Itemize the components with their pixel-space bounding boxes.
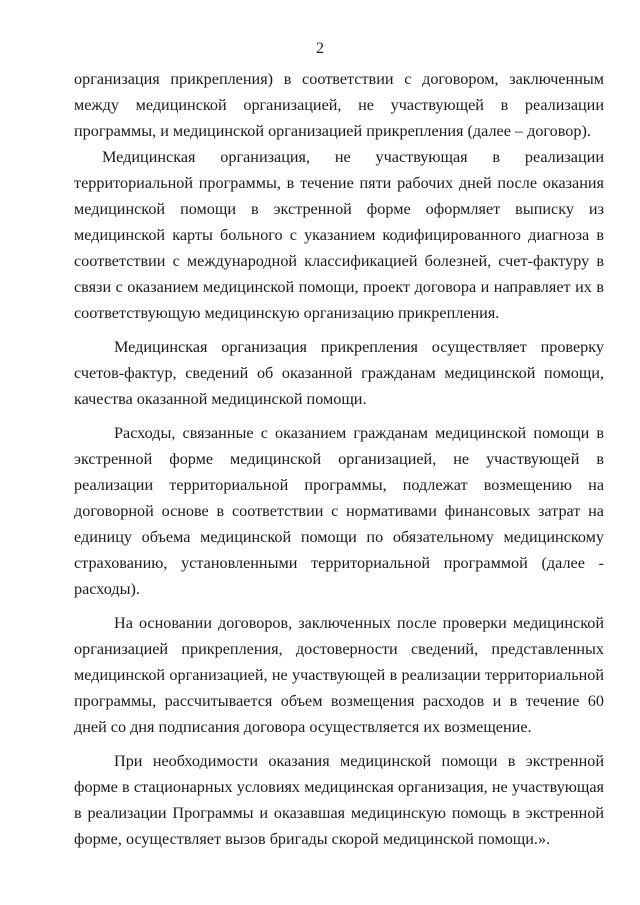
page-number: 2 <box>316 40 324 57</box>
paragraph-verification: Медицинская организация прикрепления осуществляет проверку счетов-фактур, сведений об оказанной гражданам медицинской помощи, качества оказанной медицинской помощи. <box>74 338 604 408</box>
paragraph-extract-procedure: Медицинская организация, не участвующая в реализации территориальной программы, в течение пяти рабочих дней после оказания медицинской помощи в экстренной форме оформляет выписку из медицинской карты больного с указанием кодифицированного диагноза в соответствии с международной классификацией болезней, счет-фактуру в связи с оказанием медицинской помощи, проект договора и направляет их в соответствующую медицинскую организацию прикрепления. <box>74 148 604 322</box>
document-body <box>74 66 604 852</box>
paragraph-reimbursement: На основании договоров, заключенных после проверки медицинской организацией прикрепления, достоверности сведений, представленных медицинской организацией, не участвующей в реализации территориальной программы, рассчитывается объем возмещения расходов и в течение 60 дней со дня подписания договора осуществляется их возмещение. <box>74 614 604 736</box>
paragraph-expenses: Расходы, связанные с оказанием гражданам медицинской помощи в экстренной форме медицинской организацией, не участвующей в реализации территориальной программы, подлежат возмещению на договорной основе в соответствии с нормативами финансовых затрат на единицу объема медицинской помощи по обязательному медицинскому страхованию, установленными территориальной программой (далее - расходы). <box>74 424 604 598</box>
paragraph-emergency-transfer: При необходимости оказания медицинской помощи в экстренной форме в стационарных условиях медицинская организация, не участвующая в реализации Программы и оказавшая медицинскую помощь в экстренной форме, осуществляет вызов бригады скорой медицинской помощи.». <box>74 752 604 848</box>
paragraph-continuation: организация прикрепления) в соответствии с договором, заключенным между медицинской организацией, не участвующей в реализации программы, и медицинской организацией прикрепления (далее – договор). <box>74 70 604 140</box>
